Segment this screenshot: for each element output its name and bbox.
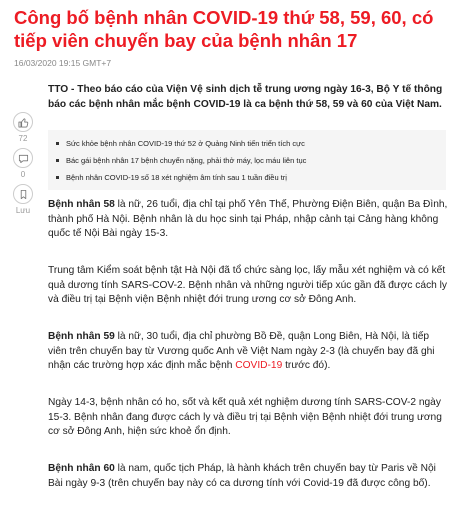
paragraph-patient-58 <box>48 198 448 242</box>
paragraph-patient-59 <box>48 330 448 374</box>
like-button[interactable] <box>13 112 33 132</box>
comment-count: 0 <box>20 170 26 179</box>
covid-19-link[interactable]: COVID-19 <box>235 360 283 372</box>
patient-58-label: Bệnh nhân 58 <box>48 199 115 210</box>
related-link[interactable]: Sức khỏe bệnh nhân COVID-19 thứ 52 ở Quảng Ninh tiến triển tích cực <box>56 135 436 152</box>
paragraph-testing: Trung tâm Kiểm soát bệnh tật Hà Nội đã tổ chức sàng lọc, lấy mẫu xét nghiệm và có kết quả dương tính SARS-COV-2. Bệnh nhân và những người tiếp xúc gần đã được cách ly và điều trị tại Bệnh viện Bệnh nhiệt đới trung ương cơ sở Đông Anh. <box>48 265 448 306</box>
save-label: Lưu <box>15 206 31 215</box>
paragraph-patient-60 <box>48 462 448 491</box>
thumbs-up-icon <box>18 117 29 128</box>
patient-59-label: Bệnh nhân 59 <box>48 331 115 342</box>
article-title: Công bố bệnh nhân COVID-19 thứ 58, 59, 60, có tiếp viên chuyến bay của bệnh nhân 17 <box>14 7 434 51</box>
bookmark-icon <box>18 189 29 200</box>
paragraph-text: là nam, quốc tịch Pháp, là hành khách trên chuyến bay từ Paris về Nội Bài ngày 9-3 (trên chuyến bay này có ca dương tính với Covid-19 đã được công bố). <box>48 463 436 489</box>
paragraph-text: là nữ, 30 tuổi, địa chỉ phường Bồ Đề, quận Long Biên, Hà Nội, là tiếp viên trên chuyến bay từ Vương quốc Anh về Việt Nam ngày 2-3 (là chuyến bay đã ghi nhận các trường hợp xác định mắc bệnh <box>48 331 435 372</box>
related-link[interactable]: Bệnh nhân COVID-19 số 18 xét nghiệm âm tính sau 1 tuần điều trị <box>56 169 436 186</box>
comment-button[interactable] <box>13 148 33 168</box>
article-sapo: TTO - Theo báo cáo của Viện Vệ sinh dịch tễ trung ương ngày 16-3, Bộ Y tế thông báo các bệnh nhân mắc bệnh COVID-19 là ca bệnh thứ 58, 59 và 60 của Việt Nam. <box>48 84 443 110</box>
patient-60-label: Bệnh nhân 60 <box>48 463 115 474</box>
paragraph-text: là nữ, 26 tuổi, địa chỉ tại phố Yên Thế, Phường Điện Biên, quận Ba Đình, thành phố Hà Nội. Bệnh nhân là du học sinh tại Pháp, nhập cảnh tại Cảng hàng không quốc tế Nội Bài ngày 15-3. <box>48 199 448 240</box>
like-count: 72 <box>18 134 28 143</box>
paragraph-text: trước đó). <box>282 360 331 372</box>
paragraph-treatment: Ngày 14-3, bệnh nhân có ho, sốt và kết quả xét nghiệm dương tính SARS-COV-2 ngày 15-3. Bệnh nhân đang được cách ly và điều trị tại Bệnh viện Bệnh nhiệt đới trung ương cơ sở Đông Anh, hiện sức khoẻ ổn định. <box>48 397 442 438</box>
social-sidebar <box>12 112 34 220</box>
related-link[interactable]: Bác gái bệnh nhân 17 bệnh chuyển nặng, phải thở máy, lọc máu liên tục <box>56 152 436 169</box>
related-links <box>48 130 446 190</box>
comment-icon <box>18 153 29 164</box>
save-button[interactable] <box>13 184 33 204</box>
publish-date: 16/03/2020 19:15 GMT+7 <box>14 58 112 68</box>
